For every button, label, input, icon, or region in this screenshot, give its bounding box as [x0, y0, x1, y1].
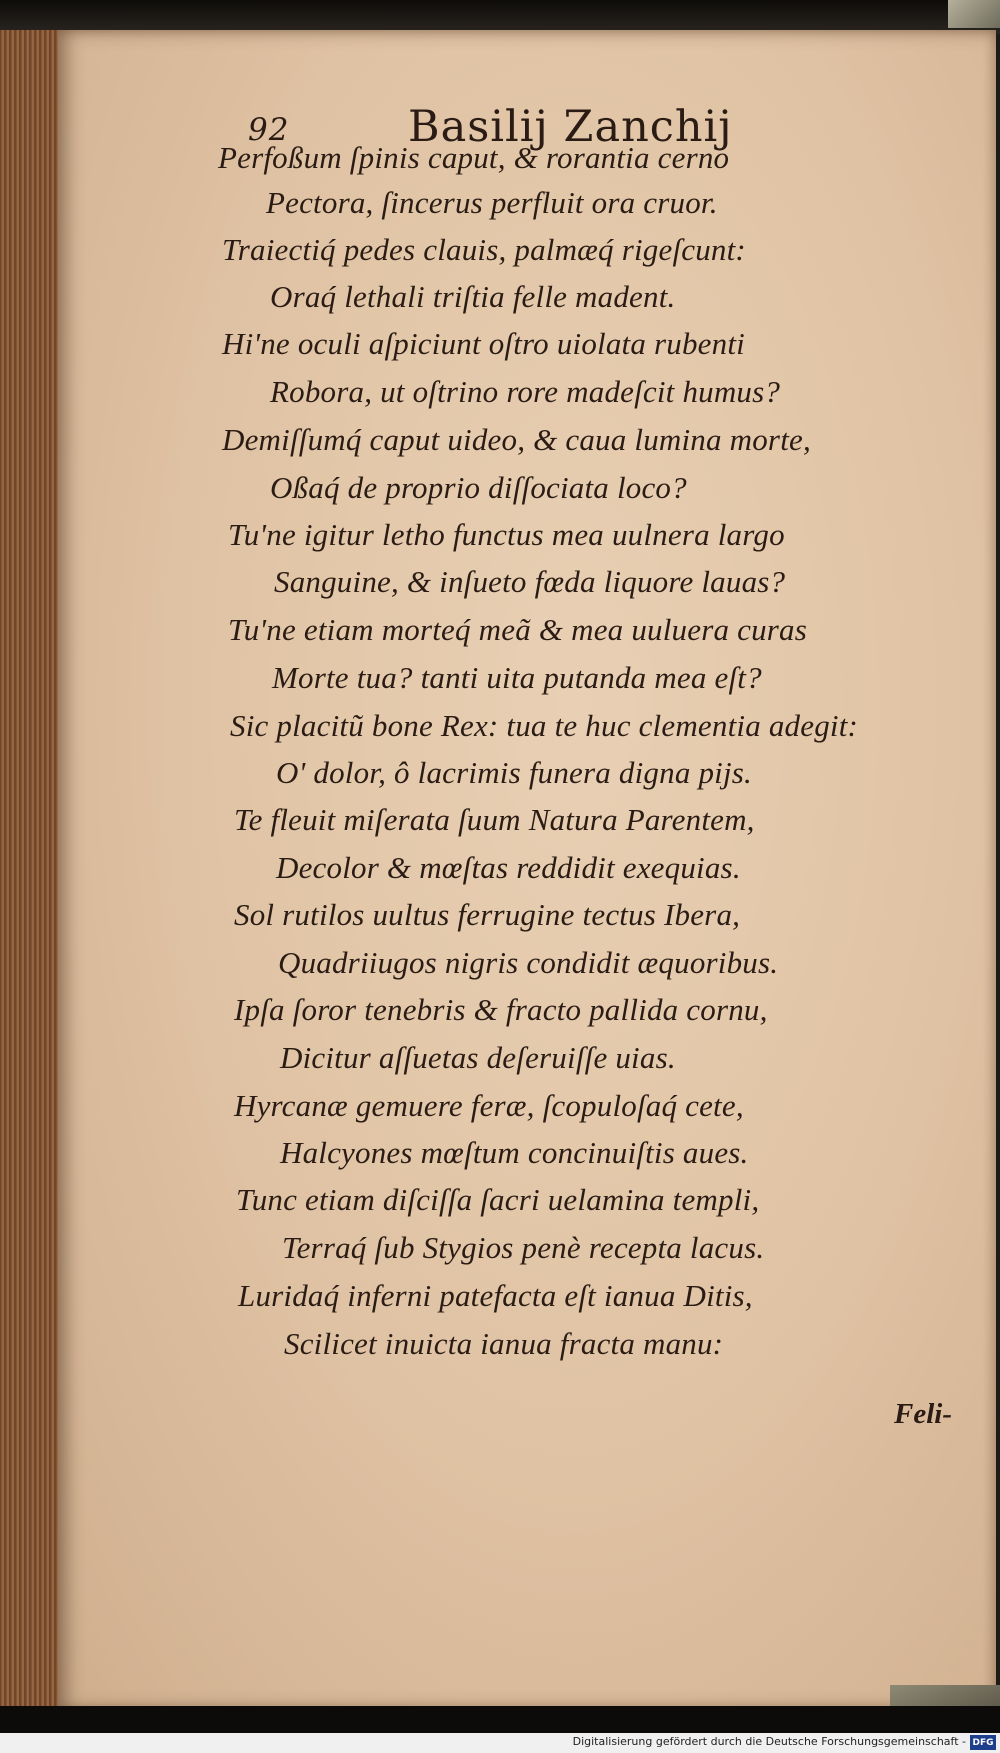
- verse-line: Oßaq́ de proprio diſſociata loco?: [270, 470, 687, 505]
- verse-line: Hi'ne oculi aſpiciunt oſtro uiolata rubenti: [222, 326, 745, 361]
- page-text: [58, 30, 996, 1710]
- verse-line: Dicitur aſſuetas deſeruiſſe uias.: [280, 1040, 676, 1075]
- verse-line: Decolor & mœſtas reddidit exequias.: [276, 850, 741, 885]
- verse-line: Tunc etiam diſciſſa ſacri uelamina templi,: [236, 1182, 760, 1217]
- verse-line: Robora, ut oſtrino rore madeſcit humus?: [270, 374, 781, 409]
- scan-top-border: [0, 0, 1000, 34]
- book-page: [58, 30, 996, 1710]
- verse-line: Te fleuit miſerata ſuum Natura Parentem,: [234, 802, 755, 837]
- verse-line: O' dolor, ô lacrimis funera digna pijs.: [276, 755, 753, 790]
- book-fore-edge: [0, 30, 63, 1710]
- scan-corner-top-right: [948, 0, 1000, 28]
- dfg-logo: DFG: [970, 1735, 996, 1750]
- verse-line: Oraq́ lethali triſtia felle madent.: [270, 279, 676, 314]
- verse-line: Traiectiq́ pedes clauis, palmæq́ rigeſcunt:: [222, 232, 746, 267]
- verse-line: Pectora, ſincerus perfluit ora cruor.: [266, 185, 718, 220]
- verse-line: Ipſa ſoror tenebris & fracto pallida cornu,: [234, 992, 768, 1027]
- catchword: Feli-: [894, 1398, 952, 1430]
- verse-line: Perfoßum ſpinis caput, & rorantia cerno: [218, 140, 730, 175]
- verse-line: Sanguine, & inſueto fœda liquore lauas?: [274, 564, 786, 599]
- verse-line: Tu'ne igitur letho functus mea uulnera largo: [228, 517, 785, 552]
- verse-line: Tu'ne etiam morteq́ meã & mea uuluera curas: [228, 612, 807, 647]
- footer-credit: Digitalisierung gefördert durch die Deutsche Forschungsgemeinschaft -: [572, 1735, 966, 1748]
- verse-line: Terraq́ ſub Stygios penè recepta lacus.: [282, 1230, 765, 1265]
- verse-line: Morte tua? tanti uita putanda mea eſt?: [272, 660, 762, 695]
- verse-line: Scilicet inuicta ianua fracta manu:: [284, 1326, 724, 1361]
- verse-line: Sic placitũ bone Rex: tua te huc clementia adegit:: [230, 708, 859, 743]
- verse-line: Halcyones mœſtum concinuiſtis aues.: [280, 1135, 749, 1170]
- verse-line: Quadriiugos nigris condidit æquoribus.: [278, 945, 779, 980]
- running-head: Basilij Zanchij: [408, 102, 733, 152]
- verse-line: Sol rutilos uultus ferrugine tectus Ibera,: [234, 897, 741, 932]
- verse-line: Demiſſumq́ caput uideo, & caua lumina morte,: [222, 422, 811, 457]
- page-number: 92: [248, 112, 290, 148]
- verse-line: Hyrcanæ gemuere feræ, ſcopuloſaq́ cete,: [234, 1088, 744, 1123]
- verse-line: Luridaq́ inferni patefacta eſt ianua Ditis,: [238, 1278, 753, 1313]
